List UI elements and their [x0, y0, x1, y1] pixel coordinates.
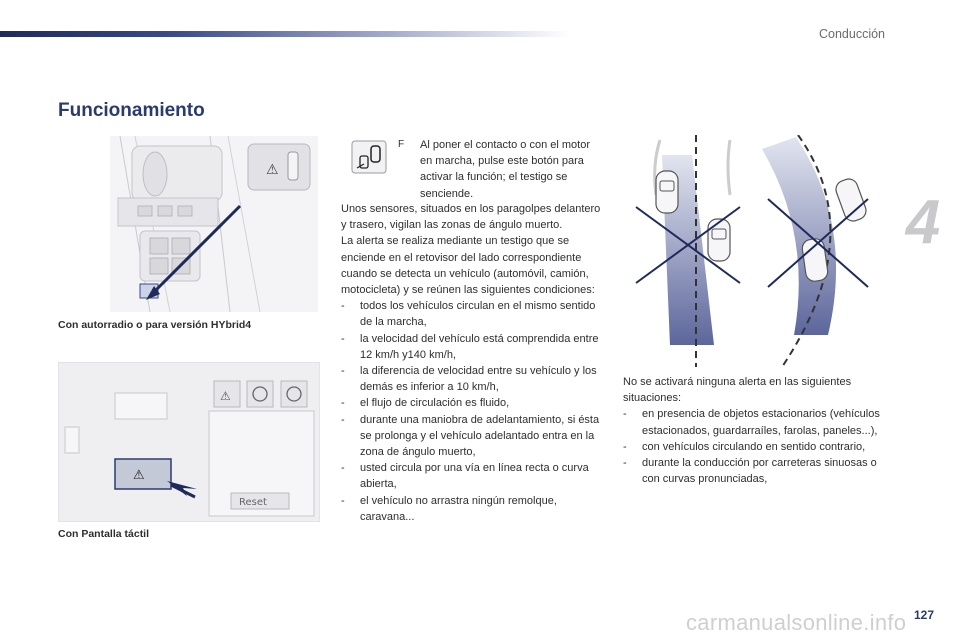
svg-text:⚠: ⚠ [220, 389, 231, 403]
touchscreen-figure [58, 362, 320, 522]
section-title: Conducción [818, 27, 885, 41]
reset-label: Reset [239, 497, 267, 508]
instruction-item [398, 137, 603, 202]
condition-item: - la diferencia de velocidad entre su vehículo y los demás es inferior a 10 km/h, [341, 365, 597, 394]
condition-item: - el vehículo no arrastra ningún remolque, caravana... [341, 494, 557, 523]
page-title: Funcionamiento [58, 100, 205, 121]
console-caption: Con autorradio o para versión HYbrid4 [58, 319, 252, 331]
condition-item: - el flujo de circulación es fluido, [341, 397, 510, 410]
body-text [341, 201, 606, 525]
exceptions-text [623, 374, 893, 487]
blind-spot-button-icon [351, 140, 387, 174]
bullet-mark: F [398, 139, 405, 150]
condition-item: - la velocidad del vehículo está comprendida entre 12 km/h y140 km/h, [341, 332, 599, 361]
button-icon [351, 140, 387, 174]
svg-text:⚠: ⚠ [266, 162, 279, 178]
exception-item: - en presencia de objetos estacionarios (vehículos estacionados, guardarraíles, farolas, paneles...), [623, 408, 880, 437]
svg-text:⚠: ⚠ [133, 468, 145, 483]
console-illustration [110, 136, 318, 312]
chapter-number: 4 [905, 188, 941, 257]
touchscreen-caption: Con Pantalla táctil [58, 528, 150, 540]
intro-paragraph: Unos sensores, situados en los paragolpes delantero y trasero, vigilan las zonas de ángulo muerto. [341, 203, 601, 232]
page-number: 127 [914, 608, 935, 622]
instruction-text: Al poner el contacto o con el motor en marcha, pulse este botón para activar la función; el testigo se senciende. [420, 139, 590, 200]
header-bar [0, 31, 570, 37]
exception-item: - con vehículos circulando en sentido contrario, [623, 440, 866, 453]
exceptions-intro: No se activará ninguna alerta en las siguientes situaciones: [623, 376, 852, 405]
console-figure [110, 136, 318, 312]
traffic-illustration [622, 135, 884, 367]
alert-paragraph: La alerta se realiza mediante un testigo que se enciende en el retovisor del lado correspondiente cuando se detecta un vehículo (automóvil, camión, motocicleta) y se reúnen las siguientes condiciones: [341, 235, 595, 297]
touchscreen-illustration [59, 363, 319, 521]
exception-item: - durante la conducción por carreteras sinuosas o con curvas pronunciadas, [623, 457, 877, 486]
watermark: carmanualsonline.info [686, 610, 907, 635]
condition-item: - usted circula por una vía en línea recta o curva abierta, [341, 462, 589, 491]
instruction-block [398, 137, 603, 202]
condition-item: - todos los vehículos circulan en el mismo sentido de la marcha, [341, 300, 596, 329]
condition-item: - durante una maniobra de adelantamiento, si ésta se prolonga y el vehículo adelantado entra en la zona de ángulo muerto, [341, 413, 600, 459]
